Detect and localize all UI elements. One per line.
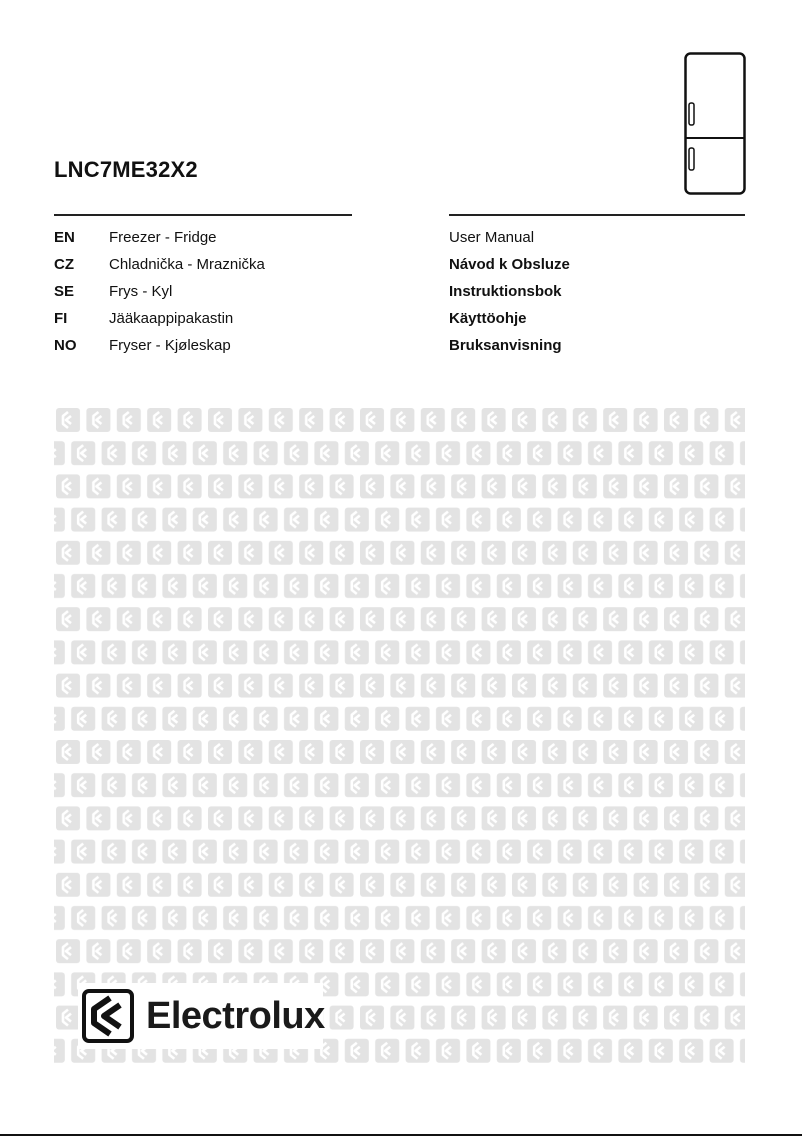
electrolux-symbol-icon	[82, 989, 134, 1043]
product-name: Frys - Kyl	[109, 283, 173, 300]
manual-title: User Manual	[449, 229, 535, 246]
divider-left	[54, 214, 352, 216]
language-code: EN	[54, 229, 75, 246]
language-code: CZ	[54, 256, 74, 273]
language-row-cz	[54, 255, 754, 282]
model-number: LNC7ME32X2	[54, 157, 198, 182]
brand-name: Electrolux	[146, 995, 325, 1037]
manual-title: Käyttöohje	[449, 310, 527, 327]
product-name: Fryser - Kjøleskap	[109, 337, 231, 354]
divider-right	[449, 214, 745, 216]
language-row-no	[54, 336, 754, 363]
fridge-freezer-icon	[684, 52, 746, 196]
language-code: NO	[54, 337, 77, 354]
product-name: Jääkaappipakastin	[109, 310, 234, 327]
product-name: Chladnička - Mraznička	[109, 256, 265, 273]
language-row-se	[54, 282, 754, 309]
manual-title: Instruktionsbok	[449, 283, 562, 300]
language-row-en	[54, 228, 754, 255]
language-code: FI	[54, 310, 68, 327]
electrolux-logo	[78, 983, 323, 1049]
language-row-fi	[54, 309, 754, 336]
product-name: Freezer - Fridge	[109, 229, 217, 246]
manual-title: Bruksanvisning	[449, 337, 562, 354]
language-code: SE	[54, 283, 75, 300]
manual-title: Návod k Obsluze	[449, 256, 570, 273]
brand-pattern-background	[54, 405, 745, 1069]
